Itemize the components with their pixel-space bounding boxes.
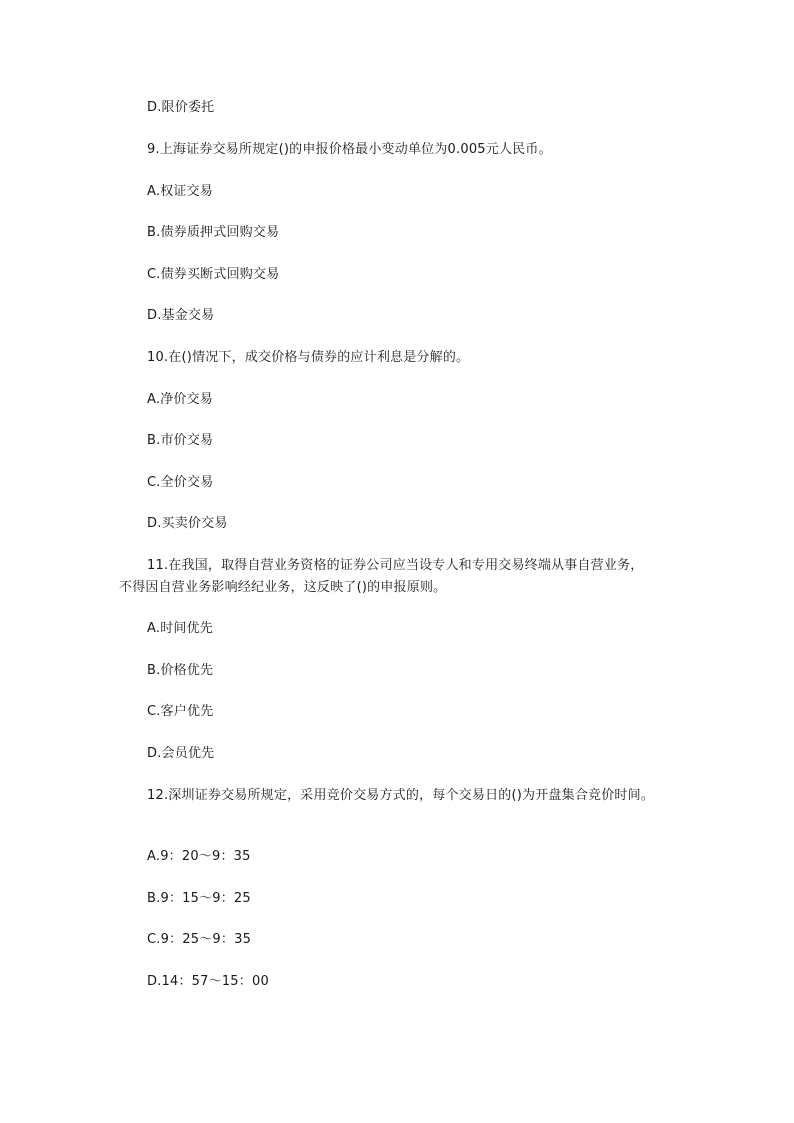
question-10-option-c: C.全价交易 bbox=[147, 475, 214, 490]
question-10-option-d: D.买卖价交易 bbox=[147, 516, 228, 531]
question-9-option-a: A.权证交易 bbox=[147, 184, 213, 199]
question-11-option-a: A.时间优先 bbox=[147, 621, 213, 636]
question-10-option-a: A.净价交易 bbox=[147, 392, 213, 407]
question-10-option-b: B.市价交易 bbox=[147, 433, 214, 448]
question-9-option-d: D.基金交易 bbox=[147, 308, 215, 323]
question-11-option-d: D.会员优先 bbox=[147, 746, 215, 761]
option-prev-d: D.限价委托 bbox=[147, 100, 215, 115]
question-12-option-d: D.14：57～15：00 bbox=[147, 974, 269, 989]
question-12: 12.深圳证券交易所规定，采用竞价交易方式的，每个交易日的()为开盘集合竞价时间。 bbox=[147, 788, 655, 803]
question-11-option-b: B.价格优先 bbox=[147, 663, 214, 678]
question-12-option-a: A.9：20～9：35 bbox=[147, 849, 251, 864]
question-12-option-c: C.9：25～9：35 bbox=[147, 932, 252, 947]
question-10: 10.在()情况下，成交价格与债券的应计利息是分解的。 bbox=[147, 350, 470, 365]
question-9: 9.上海证券交易所规定()的申报价格最小变动单位为0.005元人民币。 bbox=[147, 142, 552, 157]
question-11-line-1: 11.在我国，取得自营业务资格的证券公司应当设专人和专用交易终端从事自营业务， bbox=[147, 558, 644, 573]
question-11-line-2: 不得因自营业务影响经纪业务，这反映了()的申报原则。 bbox=[119, 580, 447, 595]
question-9-option-c: C.债券买断式回购交易 bbox=[147, 267, 280, 282]
question-12-option-b: B.9：15～9：25 bbox=[147, 891, 251, 906]
question-9-option-b: B.债券质押式回购交易 bbox=[147, 225, 280, 240]
question-11-option-c: C.客户优先 bbox=[147, 704, 214, 719]
